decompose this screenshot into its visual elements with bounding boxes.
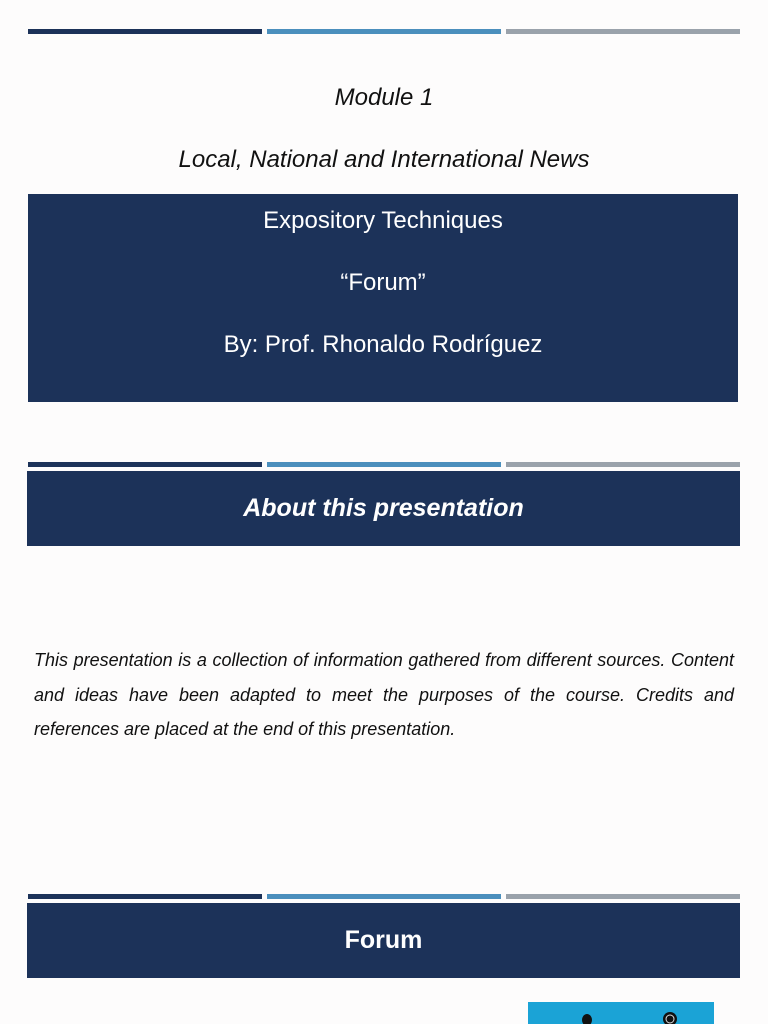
accent-bar: [28, 462, 740, 467]
forum-heading: Forum: [27, 903, 740, 978]
about-body-text: This presentation is a collection of information gathered from different sources. Content and ideas have been adapted to meet the purposes of the course. Credits and references are placed at the end of this presentation.: [34, 650, 734, 739]
module-title: Module 1: [334, 84, 434, 111]
accent-bar: [28, 894, 740, 899]
title-box: [28, 194, 738, 402]
accent-segment-gray: [506, 894, 740, 899]
about-heading: About this presentation: [27, 471, 740, 546]
people-silhouette-icon: [528, 1002, 714, 1024]
accent-bar: [28, 29, 740, 34]
accent-segment-gray: [506, 29, 740, 34]
forum-illustration: [528, 1002, 714, 1024]
author-line: By: Prof. Rhonaldo Rodríguez: [223, 331, 543, 358]
accent-segment-blue: [267, 29, 501, 34]
accent-segment-gray: [506, 462, 740, 467]
subtitle: Expository Techniques: [263, 207, 503, 234]
accent-segment-navy: [28, 462, 262, 467]
course-title: Local, National and International News: [178, 146, 590, 173]
accent-segment-navy: [28, 29, 262, 34]
accent-segment-navy: [28, 894, 262, 899]
topic-title: “Forum”: [340, 269, 426, 296]
accent-segment-blue: [267, 462, 501, 467]
accent-segment-blue: [267, 894, 501, 899]
